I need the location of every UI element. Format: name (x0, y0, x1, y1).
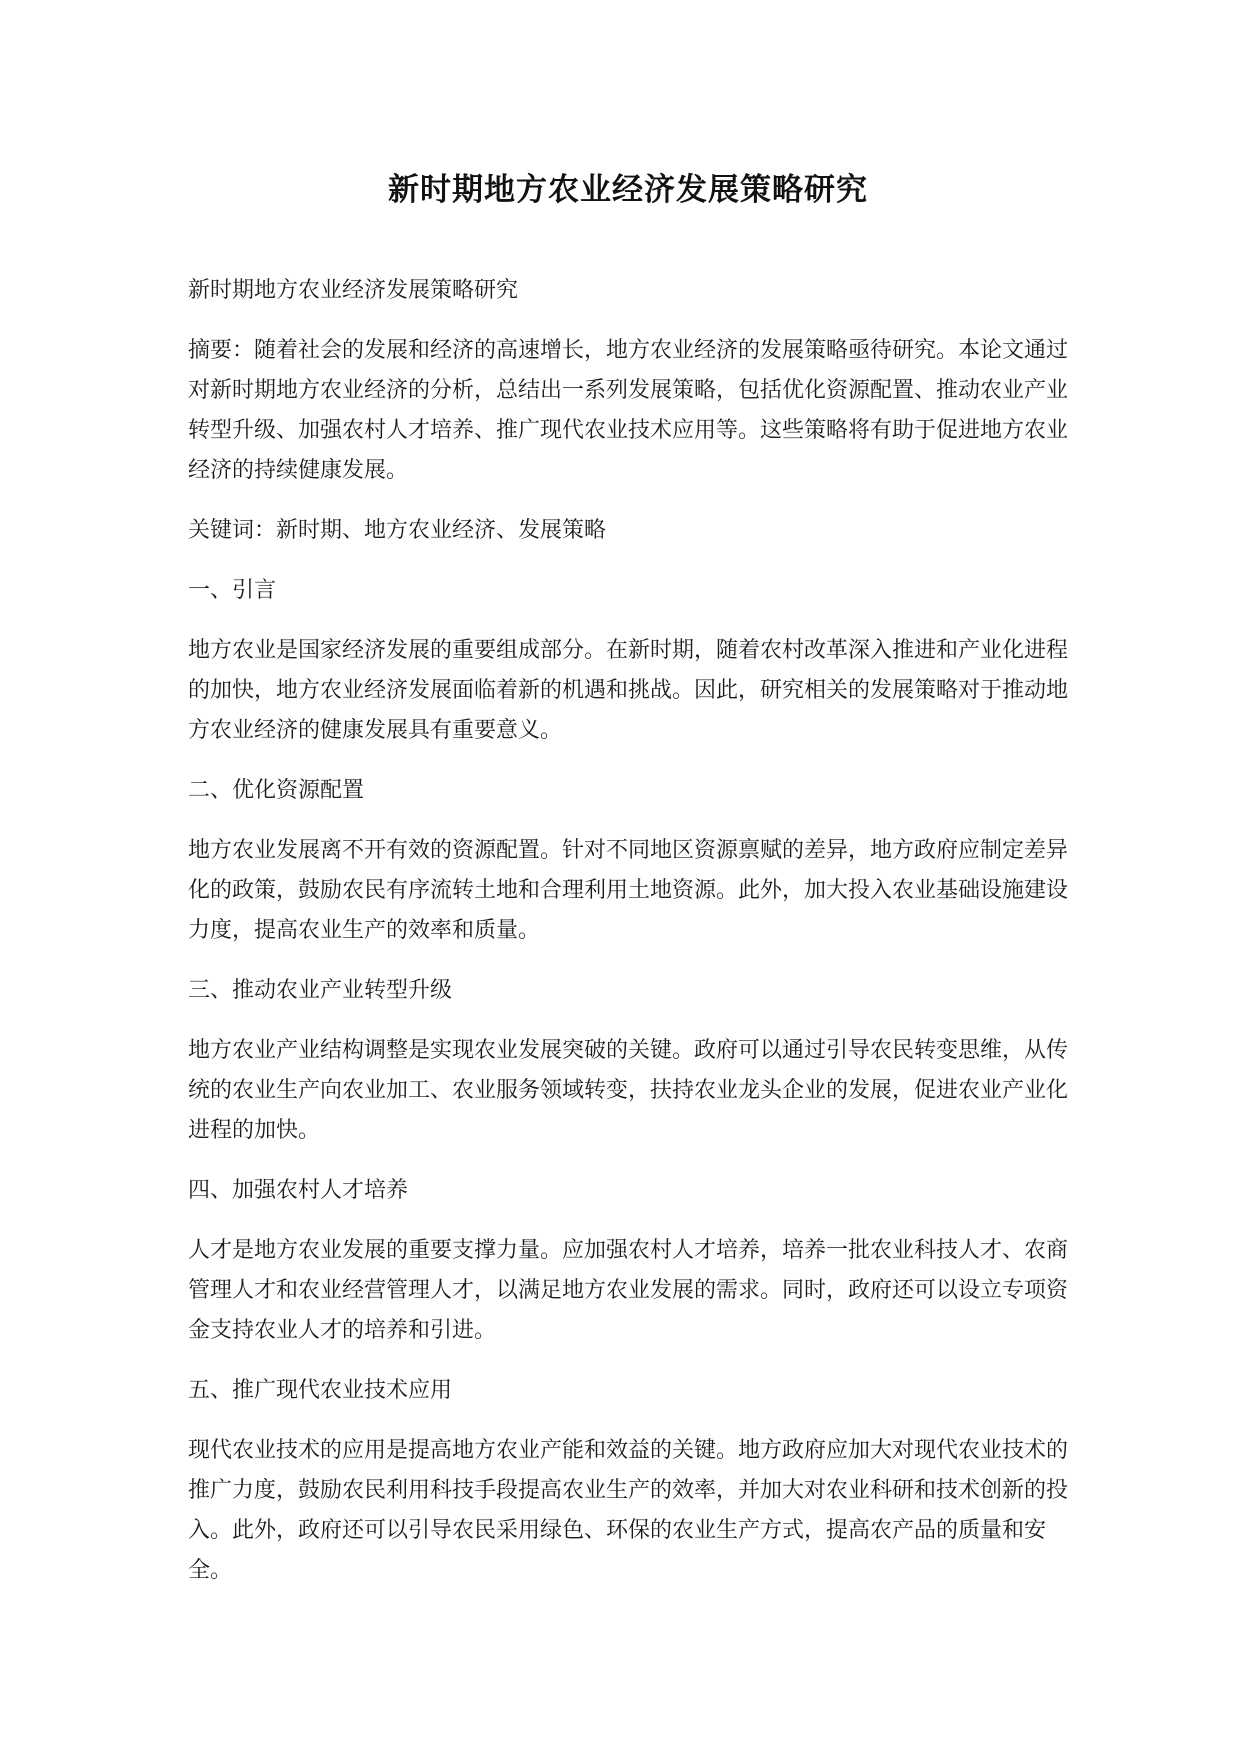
section-body: 地方农业是国家经济发展的重要组成部分。在新时期，随着农村改革深入推进和产业化进程的加快，地方农业经济发展面临着新的机遇和挑战。因此，研究相关的发展策略对于推动地方农业经济的健康发展具有重要意义。 (188, 638, 1069, 744)
document-subtitle: 新时期地方农业经济发展策略研究 (188, 278, 519, 304)
section-body: 现代农业技术的应用是提高地方农业产能和效益的关键。地方政府应加大对现代农业技术的推广力度，鼓励农民利用科技手段提高农业生产的效率，并加大对农业科研和技术创新的投入。此外，政府还可以引导农民采用绿色、环保的农业生产方式，提高农产品的质量和安全。 (188, 1438, 1069, 1584)
keywords-line: 关键词：新时期、地方农业经济、发展策略 (188, 518, 607, 544)
abstract-paragraph: 摘要：随着社会的发展和经济的高速增长，地方农业经济的发展策略亟待研究。本论文通过对新时期地方农业经济的分析，总结出一系列发展策略，包括优化资源配置、推动农业产业转型升级、加强农村人才培养、推广现代农业技术应用等。这些策略将有助于促进地方农业经济的持续健康发展。 (188, 338, 1069, 484)
section-introduction (188, 571, 1068, 751)
section-heading: 三、推动农业产业转型升级 (188, 978, 453, 1004)
section-modern-technology (188, 1371, 1068, 1591)
section-talent-training (188, 1171, 1068, 1351)
document-title: 新时期地方农业经济发展策略研究 (388, 172, 868, 208)
section-heading: 一、引言 (188, 578, 277, 604)
section-body: 地方农业产业结构调整是实现农业发展突破的关键。政府可以通过引导农民转变思维，从传统的农业生产向农业加工、农业服务领域转变，扶持农业龙头企业的发展，促进农业产业化进程的加快。 (188, 1038, 1069, 1144)
section-heading: 二、优化资源配置 (188, 778, 365, 804)
section-heading: 五、推广现代农业技术应用 (188, 1378, 453, 1404)
section-resource-allocation (188, 771, 1068, 951)
section-body: 地方农业发展离不开有效的资源配置。针对不同地区资源禀赋的差异，地方政府应制定差异化的政策，鼓励农民有序流转土地和合理利用土地资源。此外，加大投入农业基础设施建设力度，提高农业生产的效率和质量。 (188, 838, 1069, 944)
document-page (188, 172, 1068, 1611)
section-body: 人才是地方农业发展的重要支撑力量。应加强农村人才培养，培养一批农业科技人才、农商管理人才和农业经营管理人才，以满足地方农业发展的需求。同时，政府还可以设立专项资金支持农业人才的培养和引进。 (188, 1238, 1069, 1344)
section-heading: 四、加强农村人才培养 (188, 1178, 409, 1204)
section-industry-upgrade (188, 971, 1068, 1151)
